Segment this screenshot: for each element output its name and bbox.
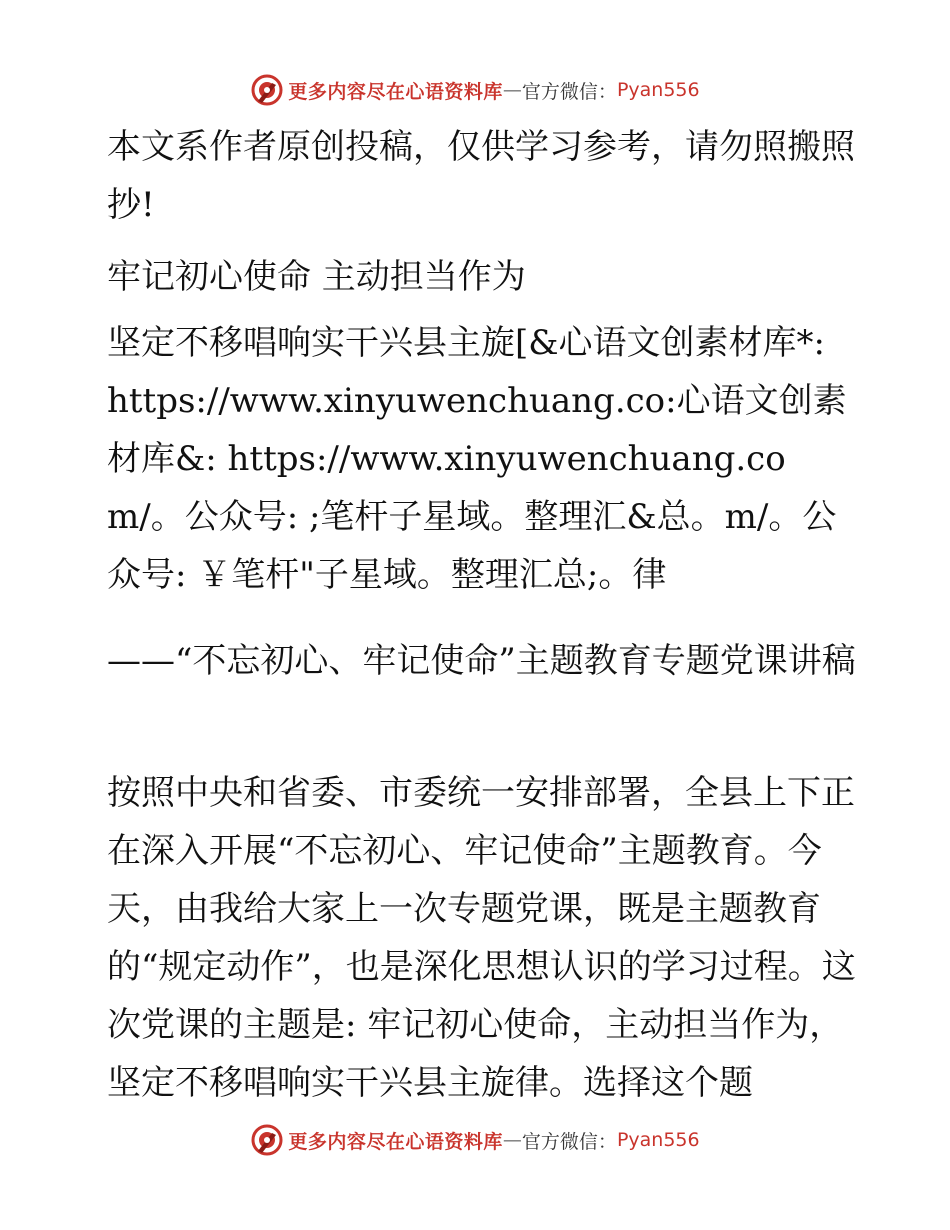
pen-logo-icon [250,1123,284,1157]
banner-separator: — [502,1129,522,1151]
banner-title: 更多内容尽在心语资料库 [288,80,503,103]
banner-wechat-id: Pyan556 [616,79,700,101]
banner-wechat-label: 官方微信： [521,1130,617,1153]
header-banner [0,70,950,110]
footer-banner [0,1120,950,1160]
document-subtitle: 坚定不移唱响实干兴县主旋[&心语文创素材库*: https://www.xinyuwenchuang.co:心语文创素材库&: https://www.xinyuwenchuang.com/。公众号: ;笔杆子星域。整理汇&总。m/。公众号: ￥笔杆"子星域。整理汇总;。律 [107,323,847,595]
banner-title: 更多内容尽在心语资料库 [288,1130,503,1153]
notice-paragraph: 本文系作者原创投稿，仅供学习参考，请勿照搬照抄! [107,127,855,225]
banner-wechat-id: Pyan556 [616,1129,700,1151]
body-paragraph: 按照中央和省委、市委统一安排部署，全县上下正在深入开展“不忘初心、牢记使命”主题教育。今天，由我给大家上一次专题党课，既是主题教育的“规定动作”，也是深化思想认识的学习过程。这次党课的主题是: 牢记初心使命，主动担当作为，坚定不移唱响实干兴县主旋律。选择这个题 [107,773,856,1103]
document-title: 牢记初心使命 主动担当作为 [107,257,526,297]
banner-separator: — [502,79,522,101]
document-byline: ——“不忘初心、牢记使命”主题教育专题党课讲稿 [107,641,856,681]
pen-logo-icon [250,73,284,107]
banner-wechat-label: 官方微信： [521,80,617,103]
